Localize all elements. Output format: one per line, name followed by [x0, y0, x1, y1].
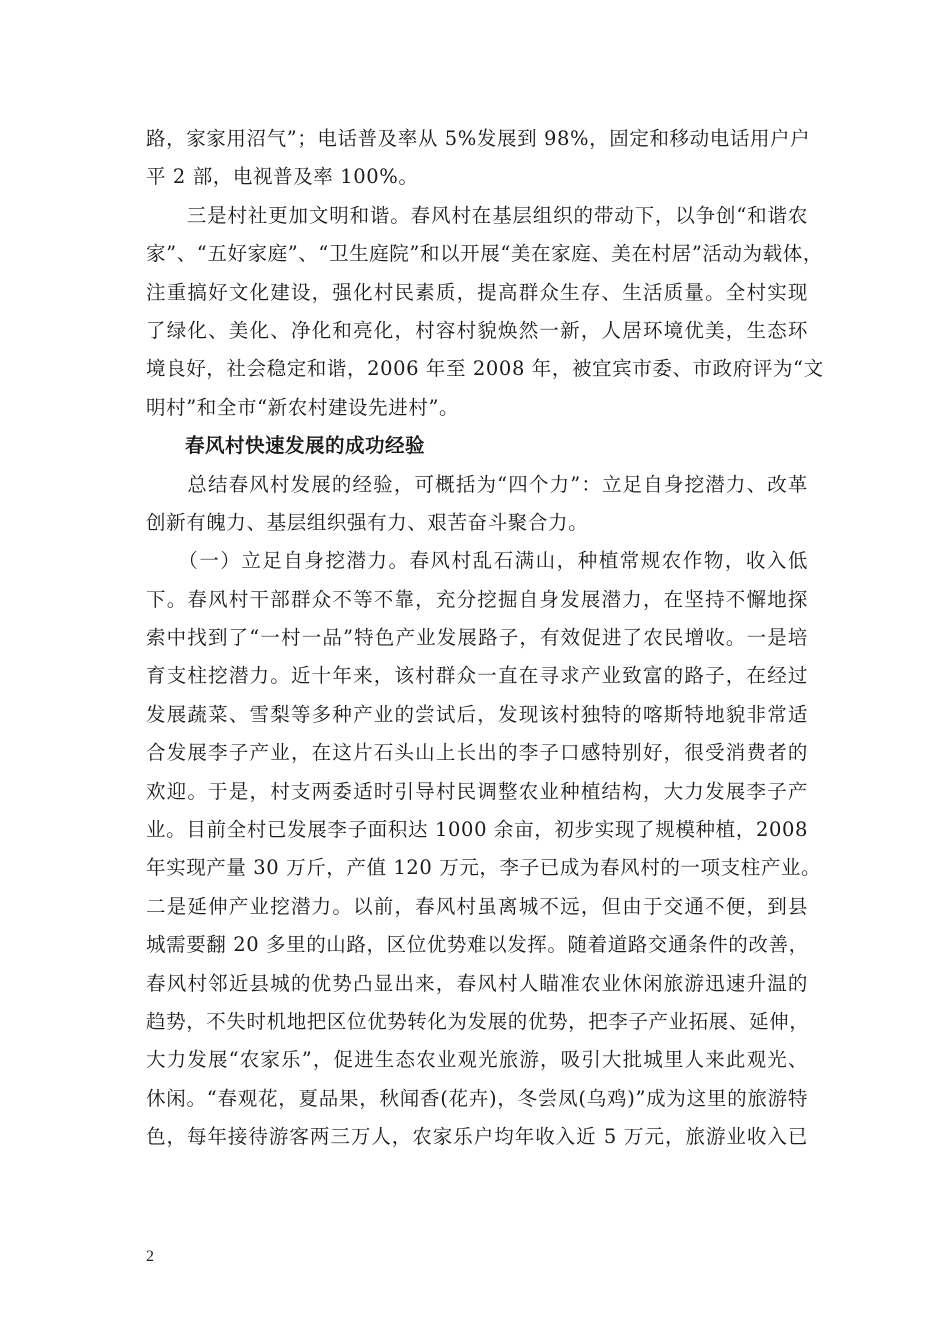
text-line: 育支柱挖潜力。近十年来，该村群众一直在寻求产业致富的路子，在经过: [146, 664, 808, 688]
text-line: 城需要翻 20 多里的山路，区位优势难以发挥。随着道路交通条件的改善，: [146, 933, 809, 957]
text-line: 总结春风村发展的经验，可概括为“四个力”：立足自身挖潜力、改革: [146, 472, 808, 496]
text-line: 业。目前全村已发展李子面积达 1000 余亩，初步实现了规模种植，2008: [146, 818, 808, 842]
text-line: 二是延伸产业挖潜力。以前，春风村虽离城不远，但由于交通不便，到县: [146, 894, 808, 918]
text-line: （一）立足自身挖潜力。春风村乱石满山，种植常规农作物，收入低: [146, 549, 808, 573]
text-line: 欢迎。于是，村支两委适时引导村民调整农业种植结构，大力发展李子产: [146, 779, 808, 803]
section-heading: 春风村快速发展的成功经验: [185, 434, 426, 458]
text-line: 休闲。“春观花，夏品果，秋闻香(花卉)，冬尝凤(乌鸡)”成为这里的旅游特: [146, 1086, 808, 1110]
page-number: 2: [146, 1248, 154, 1265]
text-line: 索中找到了“一村一品”特色产业发展路子，有效促进了农民增收。一是培: [146, 626, 808, 650]
text-line: 路，家家用沼气”；电话普及率从 5%发展到 98%，固定和移动电话用户户: [146, 127, 811, 150]
text-line: 下。春风村干部群众不等不靠，充分挖掘自身发展潜力，在坚持不懈地探: [146, 587, 808, 611]
text-line: 年实现产量 30 万斤，产值 120 万元，李子已成为春风村的一项支柱产业。: [146, 856, 822, 880]
text-line: 趋势，不失时机地把区位优势转化为发展的优势，把李子产业拓展、延伸，: [146, 1009, 810, 1033]
text-line: 合发展李子产业，在这片石头山上长出的李子口感特别好，很受消费者的: [146, 741, 808, 765]
text-line: 明村”和全市“新农村建设先进村”。: [146, 395, 460, 419]
text-line: 三是村社更加文明和谐。春风村在基层组织的带动下，以争创“和谐农: [146, 203, 808, 227]
text-line: 色，每年接待游客两三万人，农家乐户均年收入近 5 万元，旅游业收入已: [146, 1125, 808, 1149]
text-line: 平 2 部，电视普及率 100%。: [146, 165, 419, 189]
text-line: 创新有魄力、基层组织强有力、艰苦奋斗聚合力。: [146, 510, 589, 534]
text-line: 发展蔬菜、雪梨等多种产业的尝试后，发现该村独特的喀斯特地貌非常适: [146, 702, 808, 726]
text-line: 春风村邻近县城的优势凸显出来，春风村人瞄准农业休闲旅游迅速升温的: [146, 971, 808, 995]
text-line: 注重搞好文化建设，强化村民素质，提高群众生存、生活质量。全村实现: [146, 280, 808, 304]
text-line: 家”、“五好家庭”、“卫生庭院”和以开展“美在家庭、美在村居”活动为载体，: [146, 242, 823, 266]
text-line: 境良好，社会稳定和谐，2006 年至 2008 年，被宜宾市委、市政府评为“文: [146, 357, 824, 381]
text-line: 了绿化、美化、净化和亮化，村容村貌焕然一新，人居环境优美，生态环: [146, 318, 808, 342]
document-body: [146, 120, 824, 1157]
text-line: 大力发展“农家乐”，促进生态农业观光旅游，吸引大批城里人来此观光、: [146, 1048, 808, 1072]
